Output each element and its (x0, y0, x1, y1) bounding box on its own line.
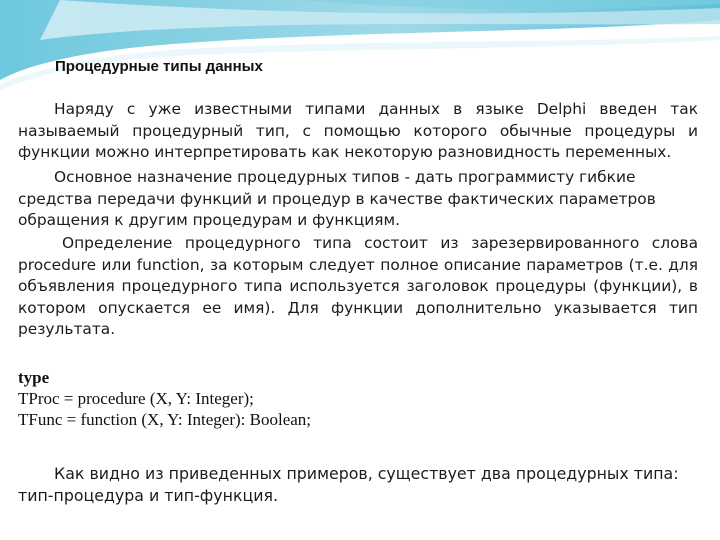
code-keyword: type (18, 368, 50, 387)
slide-title: Процедурные типы данных (55, 58, 263, 75)
paragraph-purpose: Основное назначение процедурных типов - дать программисту гибкие средства передачи функций и процедур в качестве фактических параметров обращения к другим процедурам и функциям. (18, 168, 656, 229)
paragraph-procedural-type-intro: Наряду с уже известными типами данных в языке Delphi введен так называемый процедурный тип, с помощью которого обычные процедуры и функции можно интерпретировать как некоторую разновидность переменных. (18, 100, 698, 161)
decorative-wave-banner (0, 0, 720, 95)
paragraph-definition: Определение процедурного типа состоит из зарезервированного слова procedure или function, за которым следует полное описание параметров (т.е. для объявления процедурного типа используется заголовок процедуры (функции), в котором опускается ее имя). Для функции дополнительно указывается тип результата. (18, 234, 698, 338)
code-line-tproc: TProc = procedure (X, Y: Integer); (18, 389, 254, 408)
code-line-tfunc: TFunc = function (X, Y: Integer): Boolean; (18, 410, 312, 429)
code-example (18, 367, 311, 430)
paragraph-conclusion: Как видно из приведенных примеров, существует два процедурных типа: тип-процедура и тип-функция. (18, 464, 679, 505)
